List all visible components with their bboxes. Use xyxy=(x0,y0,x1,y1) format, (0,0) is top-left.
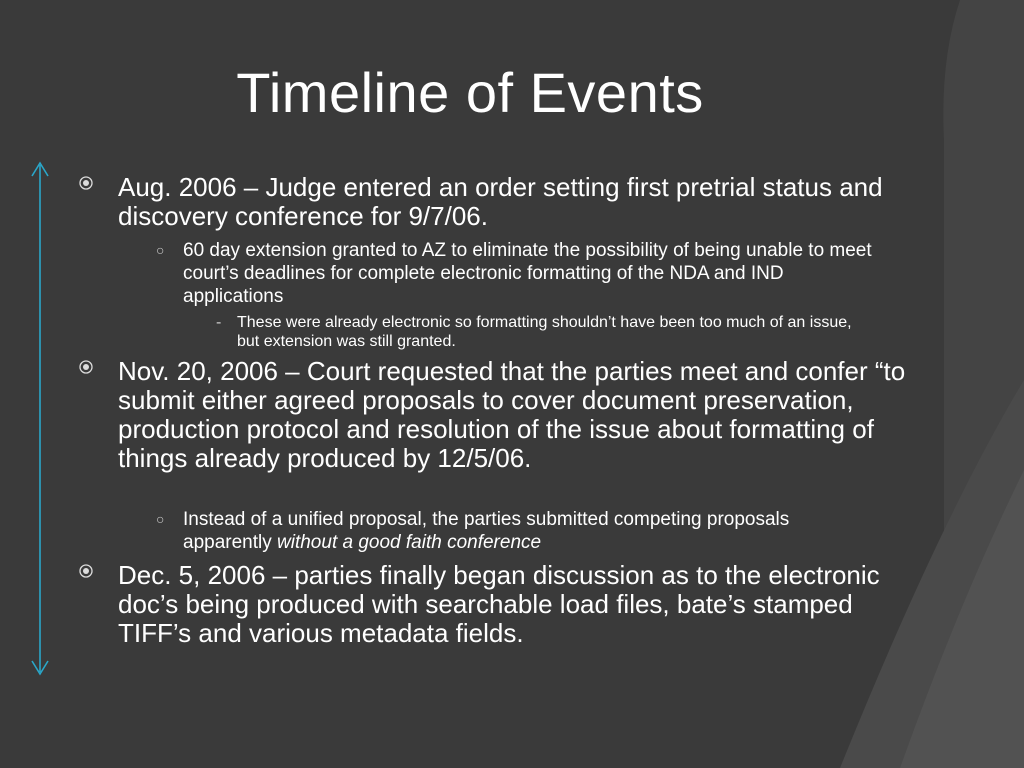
hollow-circle-bullet-icon: ○ xyxy=(156,511,165,527)
sub-list-item xyxy=(156,508,883,554)
sub-list-item xyxy=(156,239,883,308)
target-bullet-icon xyxy=(79,564,93,578)
sub-sub-list-item-text: These were already electronic so formatting shouldn’t have been too much of an issue, but extension was still granted. xyxy=(237,314,852,350)
list-item xyxy=(118,561,908,648)
slide-title: Timeline of Events xyxy=(236,61,704,124)
list-item xyxy=(118,357,908,473)
list-item-text: Nov. 20, 2006 – Court requested that the parties meet and confer “to submit either agreed proposals to cover document preservation, production protocol and resolution of the issue about formatting of things already produced by 12/5/06. xyxy=(118,356,906,473)
sub-list-item-italic-text: without a good faith conference xyxy=(277,532,542,553)
list-item xyxy=(118,173,908,231)
list-item-text: Dec. 5, 2006 – parties finally began discussion as to the electronic doc’s being produced with searchable load files, bate’s stamped TIFF’s and various metadata fields. xyxy=(118,560,880,648)
list-item-text: Aug. 2006 – Judge entered an order setting first pretrial status and discovery conference for 9/7/06. xyxy=(118,172,883,231)
target-bullet-icon xyxy=(79,176,93,190)
sub-sub-list-item xyxy=(216,313,877,351)
hollow-circle-bullet-icon: ○ xyxy=(156,242,165,258)
dash-bullet-icon: - xyxy=(216,314,222,331)
sub-list-item-text: 60 day extension granted to AZ to eliminate the possibility of being unable to meet court’s deadlines for complete electronic formatting of the NDA and IND applications xyxy=(183,240,872,307)
target-bullet-icon xyxy=(79,360,93,374)
sub-list-item-text: Instead of a unified proposal, the parties submitted competing proposals apparently xyxy=(183,509,790,553)
